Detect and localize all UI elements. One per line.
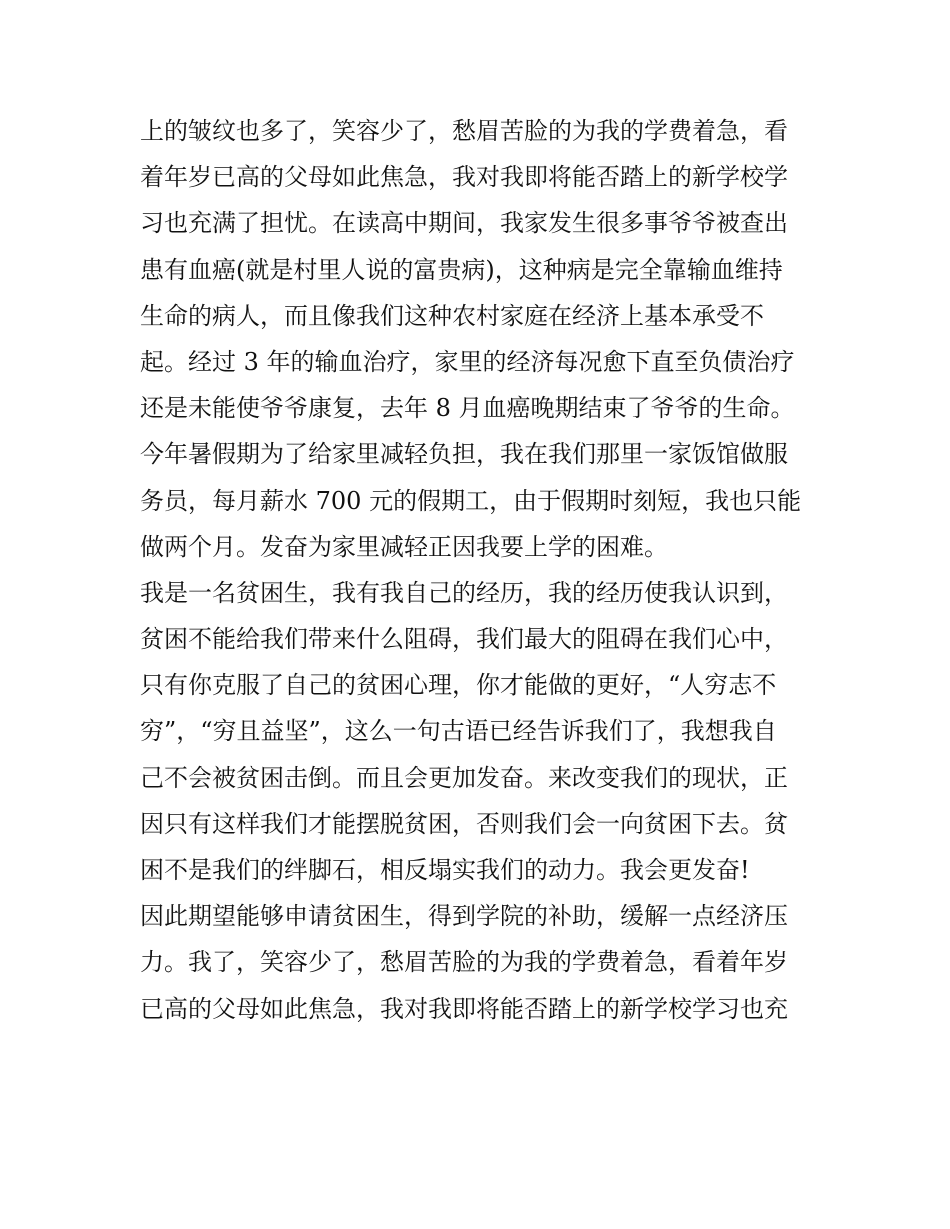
- text-line: 因只有这样我们才能摆脱贫困，否则我们会一向贫困下去。贫: [140, 809, 788, 838]
- text-line: 贫困不能给我们带来什么阻碍，我们最大的阻碍在我们心中，: [140, 625, 788, 654]
- text-line: 还是未能使爷爷康复，去年 8 月血癌晚期结束了爷爷的生命。: [140, 394, 795, 423]
- text-line: 患有血癌(就是村里人说的富贵病)，这种病是完全靠输血维持: [140, 255, 783, 284]
- text-line: 上的皱纹也多了，笑容少了，愁眉苦脸的为我的学费着急，看: [140, 117, 788, 145]
- text-line: 今年暑假期为了给家里减轻负担，我在我们那里一家饭馆做服: [140, 440, 788, 469]
- text-line: 力。我了，笑容少了，愁眉苦脸的为我的学费着急，看着年岁: [140, 948, 788, 977]
- text-line: 因此期望能够申请贫困生，得到学院的补助，缓解一点经济压: [140, 902, 788, 931]
- text-line: 穷”，“穷且益坚”，这么一句古语已经告诉我们了，我想我自: [140, 717, 777, 746]
- text-line: 做两个月。发奋为家里减轻正因我要上学的困难。: [140, 532, 668, 561]
- text-line: 习也充满了担忧。在读高中期间，我家发生很多事爷爷被查出: [140, 209, 788, 238]
- text-line: 起。经过 3 年的输血治疗，家里的经济每况愈下直至负债治疗: [140, 347, 795, 376]
- text-line: 生命的病人，而且像我们这种农村家庭在经济上基本承受不: [140, 301, 764, 330]
- document-body: [140, 108, 820, 1032]
- text-line: 只有你克服了自己的贫困心理，你才能做的更好，“人穷志不: [140, 671, 777, 700]
- text-line: 我是一名贫困生，我有我自己的经历，我的经历使我认识到，: [140, 578, 788, 607]
- text-line: 务员，每月薪水 700 元的假期工，由于假期时刻短，我也只能: [140, 486, 802, 515]
- text-line: 己不会被贫困击倒。而且会更加发奋。来改变我们的现状，正: [140, 763, 788, 792]
- text-line: 着年岁已高的父母如此焦急，我对我即将能否踏上的新学校学: [140, 163, 788, 192]
- text-line: 已高的父母如此焦急，我对我即将能否踏上的新学校学习也充: [140, 994, 788, 1023]
- text-line: 困不是我们的绊脚石，相反塌实我们的动力。我会更发奋!: [140, 856, 750, 884]
